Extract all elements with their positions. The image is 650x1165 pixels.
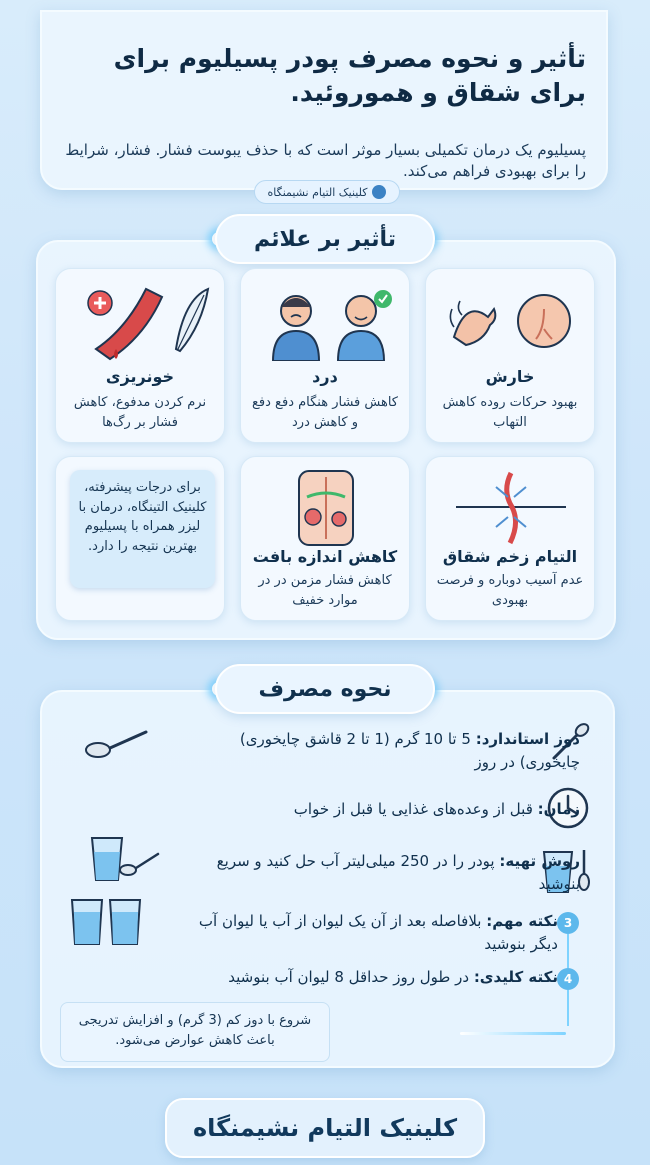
card-fissure-title: التیام زخم شقاق [442, 547, 578, 566]
card-tissue-size [240, 456, 410, 621]
usage-step-time-text: قبل از وعده‌های غذایی یا قبل از خواب [293, 800, 533, 818]
usage-step-dose-label: دوز استاندارد: [475, 730, 580, 748]
card-bleeding-title: خونریزی [105, 367, 175, 386]
card-itching-desc: بهبود حرکات روده کاهش التهاب [442, 395, 578, 430]
card-fissure-healing [425, 456, 595, 621]
usage-step-key-label: نکته کلیدی: [473, 968, 558, 986]
card-tissue-desc: کاهش فشار مزمن در در موارد خفیف [258, 573, 392, 608]
card-pain [240, 268, 410, 443]
header-panel [40, 10, 608, 190]
usage-title: نحوه مصرف [215, 664, 435, 714]
usage-step-key-text: در طول روز حداقل 8 لیوان آب بنوشید [228, 968, 470, 986]
page-title: تأثیر و نحوه مصرف پودر پسیلیوم برای برای شقاق و هموروئید. [113, 44, 586, 107]
page-subtitle: پسیلیوم یک درمان تکمیلی بسیار موثر است که با حذف یبوست فشار. فشار، شرایط را برای بهبودی فراهم می‌کند. [65, 141, 586, 180]
usage-step-prep-label: روش تهیه: [499, 852, 580, 870]
usage-step-dose-text: 5 تا 10 گرم (1 تا 2 قاشق چایخوری) چایخوری) در روز [239, 730, 580, 772]
card-pain-title: درد [312, 367, 338, 386]
step-number-badge: 4 [557, 968, 579, 990]
itching-icon [436, 279, 584, 361]
tissue-icon [251, 467, 399, 549]
blood-vessel-icon [66, 279, 214, 361]
pain-relief-icon [251, 279, 399, 361]
effects-title: تأثیر بر علائم [215, 214, 435, 264]
card-fissure-desc: عدم آسیب دوباره و فرصت بهبودی [436, 573, 584, 608]
usage-step-important [198, 910, 558, 957]
dose-tip: شروع با دوز کم (3 گرم) و افزایش تدریجی باعث کاهش عوارض می‌شود. [60, 1002, 330, 1062]
usage-step-important-text: بلافاصله بعد از آن یک لیوان از آب یا لیوان آب دیگر بنوشید [198, 912, 558, 954]
usage-step-time [180, 798, 580, 821]
card-itching-title: خارش [485, 367, 535, 386]
spoon-icon [82, 722, 152, 762]
card-pain-desc: کاهش فشار هنگام دفع دفع و کاهش درد [252, 395, 398, 430]
glass-spoon-icon [88, 830, 160, 884]
advanced-treatment-note: برای درجات پیشرفته، کلینیک التینگاه، درمان با لیزر همراه با پسیلیوم بهترین نتیجه را دارد. [70, 470, 215, 588]
brand-badge [254, 180, 400, 204]
card-tissue-title: کاهش اندازه بافت [252, 547, 398, 566]
usage-step-key [138, 966, 558, 989]
brand-badge-label: کلینیک التیام نشیمنگاه [267, 185, 368, 199]
card-itching [425, 268, 595, 443]
step-connector-line [460, 1032, 566, 1035]
step-connector-line [567, 990, 569, 1026]
usage-step-time-label: زمان: [537, 800, 580, 818]
footer-brand: کلینیک التیام نشیمنگاه [165, 1098, 485, 1158]
two-glasses-icon [70, 896, 144, 948]
step-connector-line [567, 934, 569, 968]
clinic-logo-icon [372, 185, 386, 199]
usage-step-prep [200, 850, 580, 897]
step-number-badge: 3 [557, 912, 579, 934]
usage-step-prep-text: پودر را در 250 میلی‌لیتر آب حل کنید و سریع بنوشید [216, 852, 580, 894]
usage-step-dose [180, 728, 580, 775]
card-bleeding [55, 268, 225, 443]
usage-step-important-label: نکته مهم: [486, 912, 558, 930]
fissure-icon [436, 467, 584, 549]
card-bleeding-desc: نرم کردن مدفوع، کاهش فشار بر رگ‌ها [73, 395, 207, 430]
